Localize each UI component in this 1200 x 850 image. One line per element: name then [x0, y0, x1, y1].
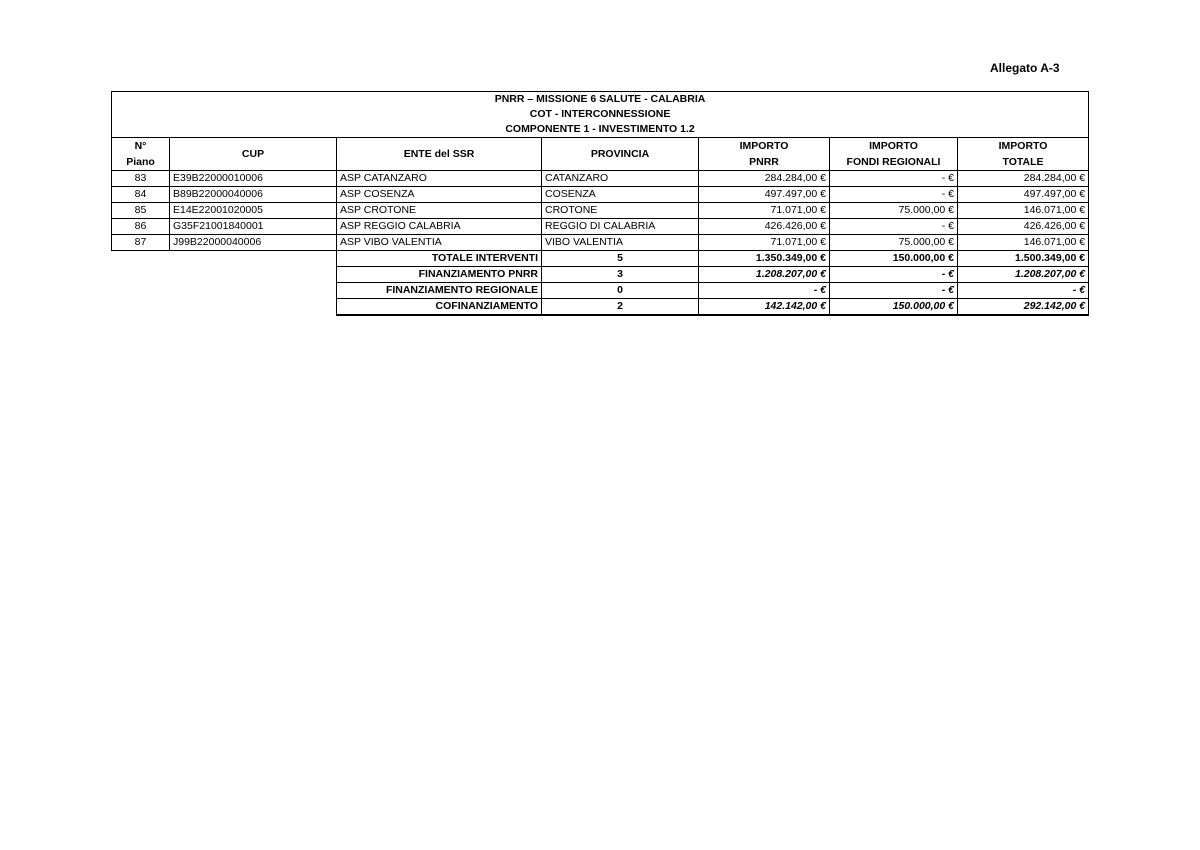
summary-totale: 1.500.349,00 € — [958, 251, 1089, 267]
cell-cup: B89B22000040006 — [170, 187, 337, 203]
summary-pnrr: 1.208.207,00 € — [699, 267, 830, 283]
summary-totale: 292.142,00 € — [958, 299, 1089, 316]
table-title: PNRR – MISSIONE 6 SALUTE - CALABRIA — [112, 92, 1089, 108]
summary-count: 0 — [542, 283, 699, 299]
cell-pnrr: 284.284,00 € — [699, 171, 830, 187]
table-subtitle: COT - INTERCONNESSIONE — [112, 107, 1089, 122]
summary-label: FINANZIAMENTO PNRR — [337, 267, 542, 283]
cell-provincia: VIBO VALENTIA — [542, 235, 699, 251]
cell-cup: J99B22000040006 — [170, 235, 337, 251]
cell-provincia: CATANZARO — [542, 171, 699, 187]
cell-fondi: - € — [830, 187, 958, 203]
cell-ente: ASP CATANZARO — [337, 171, 542, 187]
cell-totale: 497.497,00 € — [958, 187, 1089, 203]
funding-table — [111, 91, 1089, 316]
cell-piano: 85 — [112, 203, 170, 219]
summary-label: TOTALE INTERVENTI — [337, 251, 542, 267]
cell-cup: E14E22001020005 — [170, 203, 337, 219]
table-component: COMPONENTE 1 - INVESTIMENTO 1.2 — [112, 122, 1089, 138]
summary-row-finanziamento-pnrr — [112, 267, 1089, 283]
cell-fondi: - € — [830, 171, 958, 187]
summary-count: 3 — [542, 267, 699, 283]
cell-piano: 87 — [112, 235, 170, 251]
cell-totale: 426.426,00 € — [958, 219, 1089, 235]
cell-totale: 146.071,00 € — [958, 235, 1089, 251]
summary-fondi: 150.000,00 € — [830, 251, 958, 267]
cell-piano: 83 — [112, 171, 170, 187]
cell-fondi: - € — [830, 219, 958, 235]
cell-pnrr: 497.497,00 € — [699, 187, 830, 203]
summary-fondi: - € — [830, 267, 958, 283]
header-importo-fondi: IMPORTO FONDI REGIONALI — [830, 138, 958, 171]
header-provincia: PROVINCIA — [542, 138, 699, 171]
summary-fondi: - € — [830, 283, 958, 299]
cell-provincia: REGGIO DI CALABRIA — [542, 219, 699, 235]
cell-piano: 84 — [112, 187, 170, 203]
table-row — [112, 219, 1089, 235]
cell-totale: 146.071,00 € — [958, 203, 1089, 219]
header-importo-totale: IMPORTO TOTALE — [958, 138, 1089, 171]
table-row — [112, 235, 1089, 251]
cell-ente: ASP COSENZA — [337, 187, 542, 203]
cell-ente: ASP CROTONE — [337, 203, 542, 219]
table-row — [112, 187, 1089, 203]
cell-cup: E39B22000010006 — [170, 171, 337, 187]
cell-provincia: COSENZA — [542, 187, 699, 203]
table-row — [112, 203, 1089, 219]
cell-ente: ASP VIBO VALENTIA — [337, 235, 542, 251]
table-row — [112, 171, 1089, 187]
cell-pnrr: 71.071,00 € — [699, 203, 830, 219]
cell-totale: 284.284,00 € — [958, 171, 1089, 187]
summary-row-cofinanziamento — [112, 299, 1089, 316]
cell-fondi: 75.000,00 € — [830, 203, 958, 219]
summary-pnrr: - € — [699, 283, 830, 299]
header-cup: CUP — [170, 138, 337, 171]
cell-provincia: CROTONE — [542, 203, 699, 219]
header-piano: N° Piano — [112, 138, 170, 171]
summary-row-totale-interventi — [112, 251, 1089, 267]
cell-fondi: 75.000,00 € — [830, 235, 958, 251]
header-ente: ENTE del SSR — [337, 138, 542, 171]
summary-pnrr: 142.142,00 € — [699, 299, 830, 316]
summary-totale: 1.208.207,00 € — [958, 267, 1089, 283]
header-row — [112, 138, 1089, 171]
cell-pnrr: 71.071,00 € — [699, 235, 830, 251]
cell-ente: ASP REGGIO CALABRIA — [337, 219, 542, 235]
summary-fondi: 150.000,00 € — [830, 299, 958, 316]
summary-count: 2 — [542, 299, 699, 316]
summary-row-finanziamento-regionale — [112, 283, 1089, 299]
summary-pnrr: 1.350.349,00 € — [699, 251, 830, 267]
cell-cup: G35F21001840001 — [170, 219, 337, 235]
summary-label: FINANZIAMENTO REGIONALE — [337, 283, 542, 299]
cell-pnrr: 426.426,00 € — [699, 219, 830, 235]
attachment-label: Allegato A-3 — [990, 61, 1060, 75]
cell-piano: 86 — [112, 219, 170, 235]
summary-totale: - € — [958, 283, 1089, 299]
summary-count: 5 — [542, 251, 699, 267]
summary-label: COFINANZIAMENTO — [337, 299, 542, 316]
header-importo-pnrr: IMPORTO PNRR — [699, 138, 830, 171]
